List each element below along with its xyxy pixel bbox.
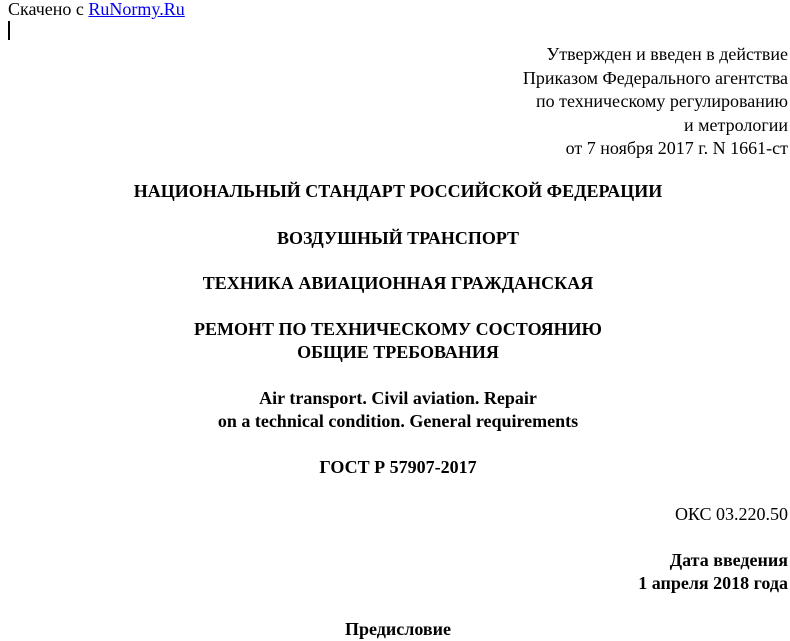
introduction-date: 1 апреля 2018 года	[638, 573, 788, 593]
english-title-line1: Air transport. Civil aviation. Repair	[259, 388, 537, 408]
gost-number: ГОСТ Р 57907-2017	[319, 457, 477, 477]
subcategory-title: ТЕХНИКА АВИАЦИОННАЯ ГРАЖДАНСКАЯ	[202, 273, 594, 293]
introduction-label: Дата введения	[669, 550, 788, 570]
approval-line: Приказом Федерального агентства	[522, 67, 788, 88]
approval-line: по техническому регулированию	[535, 91, 788, 111]
text-cursor	[8, 21, 10, 40]
preface-heading: Предисловие	[345, 619, 451, 639]
subject-title-line1: РЕМОНТ ПО ТЕХНИЧЕСКОМУ СОСТОЯНИЮ	[194, 319, 602, 339]
approval-line: Утвержден и введен в действие	[546, 44, 788, 64]
oks-code: ОКС 03.220.50	[674, 504, 788, 524]
approval-block	[523, 43, 788, 161]
english-title-line2: on a technical condition. General requirements	[217, 411, 579, 431]
source-prefix: Скачено с	[8, 0, 89, 19]
source-line	[8, 0, 185, 19]
subject-title-line2: ОБЩИЕ ТРЕБОВАНИЯ	[297, 342, 499, 362]
national-standard-title: НАЦИОНАЛЬНЫЙ СТАНДАРТ РОССИЙСКОЙ ФЕДЕРАЦИИ	[133, 181, 663, 201]
approval-line: и метрологии	[684, 114, 788, 135]
source-link[interactable]: RuNormy.Ru	[88, 0, 185, 19]
approval-line: от 7 ноября 2017 г. N 1661-ст	[565, 138, 788, 158]
category-title: ВОЗДУШНЫЙ ТРАНСПОРТ	[276, 228, 520, 248]
